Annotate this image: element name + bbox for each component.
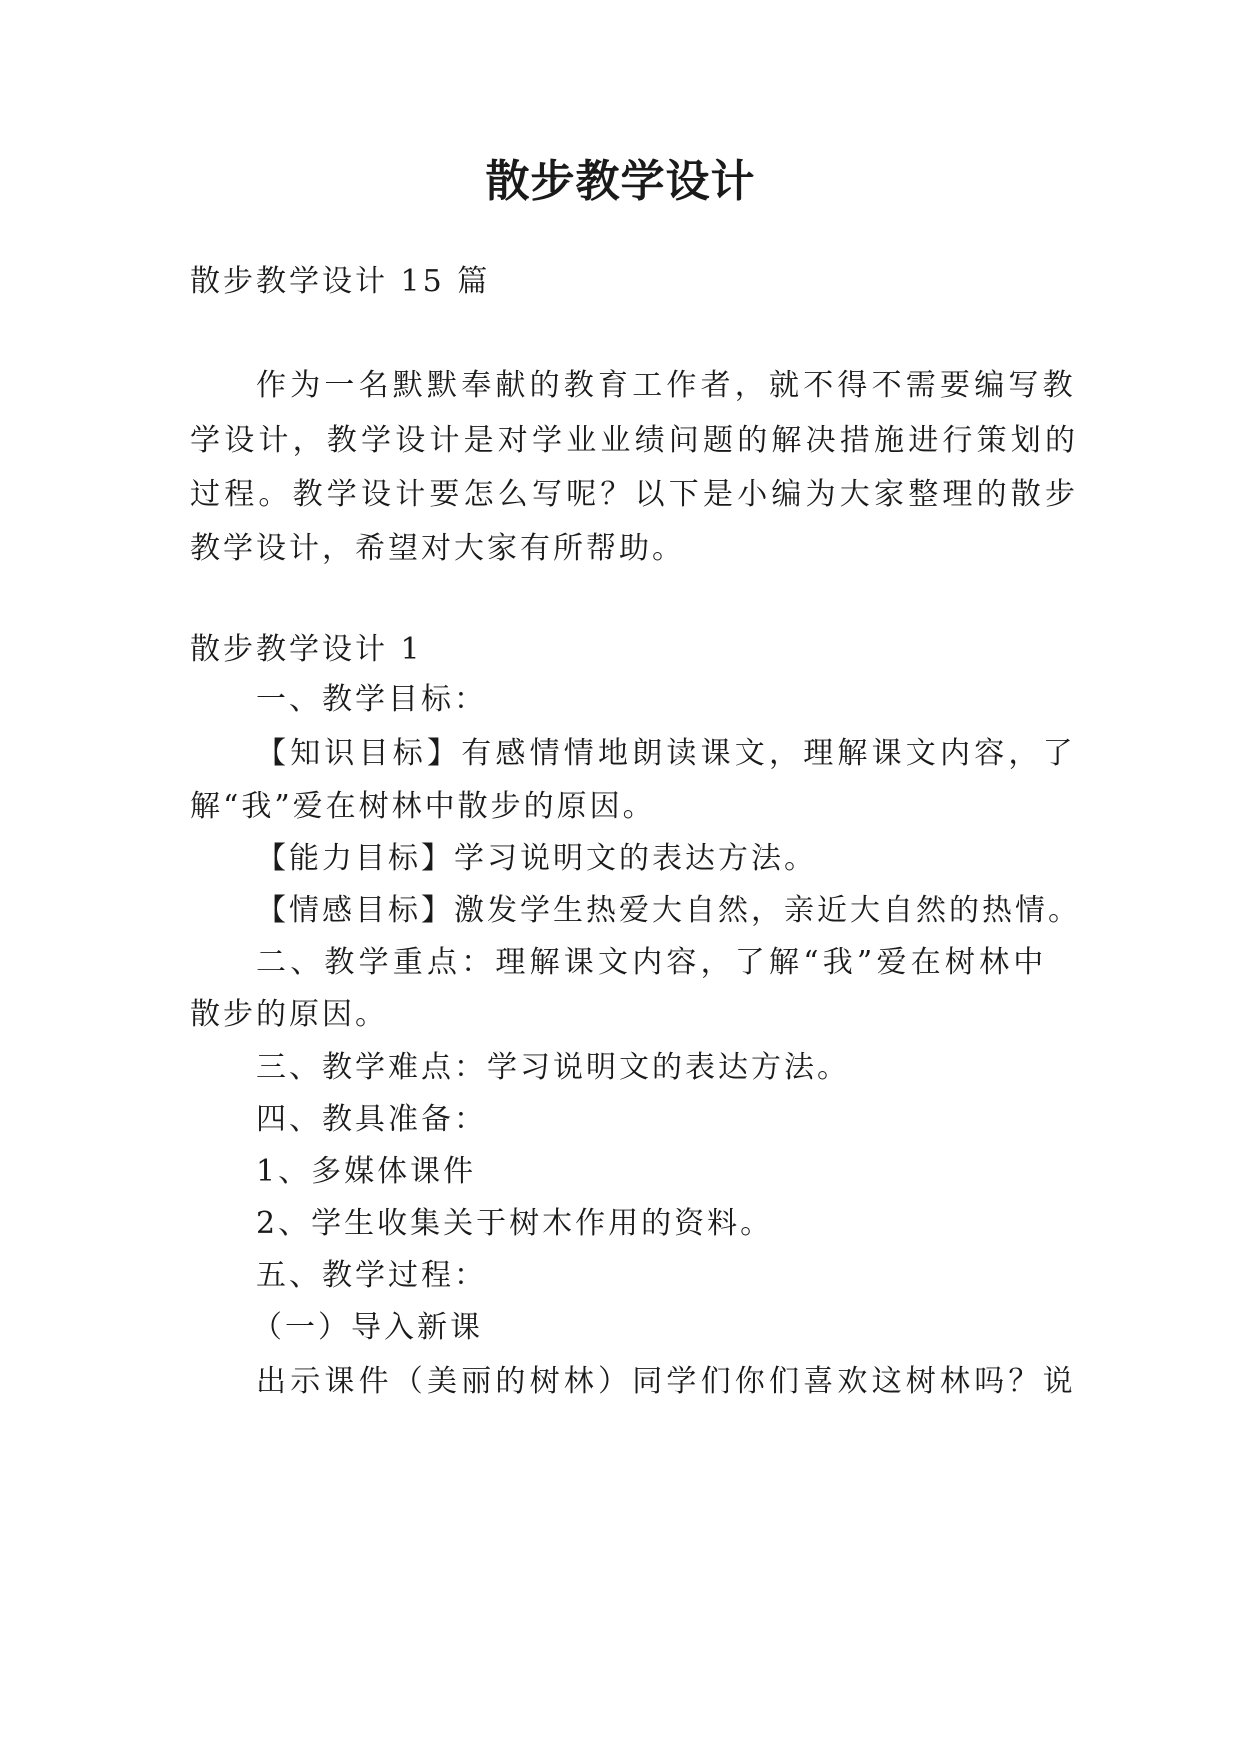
- intro-line: 学设计，教学设计是对学业业绩问题的解决措施进行策划的: [190, 423, 1080, 458]
- body-line: 1、多媒体课件: [256, 1154, 477, 1189]
- body-line: 解“我”爱在树林中散步的原因。: [190, 789, 656, 824]
- body-line: 五、教学过程：: [256, 1258, 487, 1293]
- body-line: 【知识目标】有感情情地朗读课文，理解课文内容，了: [256, 736, 1077, 771]
- document-subtitle: 散步教学设计 15 篇: [190, 264, 491, 299]
- body-line: （一）导入新课: [252, 1310, 483, 1345]
- intro-line: 作为一名默默奉献的教育工作者，就不得不需要编写教: [256, 368, 1077, 403]
- body-line: 【情感目标】激发学生热爱大自然，亲近大自然的热情。: [256, 893, 1081, 928]
- body-line: 一、教学目标：: [256, 682, 487, 717]
- body-line: 二、教学重点：理解课文内容，了解“我”爱在树林中: [256, 945, 1048, 980]
- section-heading: 散步教学设计 1: [190, 632, 423, 667]
- body-line: 【能力目标】学习说明文的表达方法。: [256, 841, 817, 876]
- intro-line: 过程。教学设计要怎么写呢？以下是小编为大家整理的散步: [190, 477, 1080, 512]
- body-line: 四、教具准备：: [256, 1102, 487, 1137]
- body-line: 散步的原因。: [190, 997, 388, 1032]
- body-line: 出示课件（美丽的树林）同学们你们喜欢这树林吗？说: [256, 1364, 1077, 1399]
- body-line: 三、教学难点：学习说明文的表达方法。: [256, 1050, 850, 1085]
- document-title: 散步教学设计: [485, 156, 756, 207]
- body-line: 2、学生收集关于树木作用的资料。: [256, 1206, 774, 1241]
- intro-line: 教学设计，希望对大家有所帮助。: [190, 531, 685, 566]
